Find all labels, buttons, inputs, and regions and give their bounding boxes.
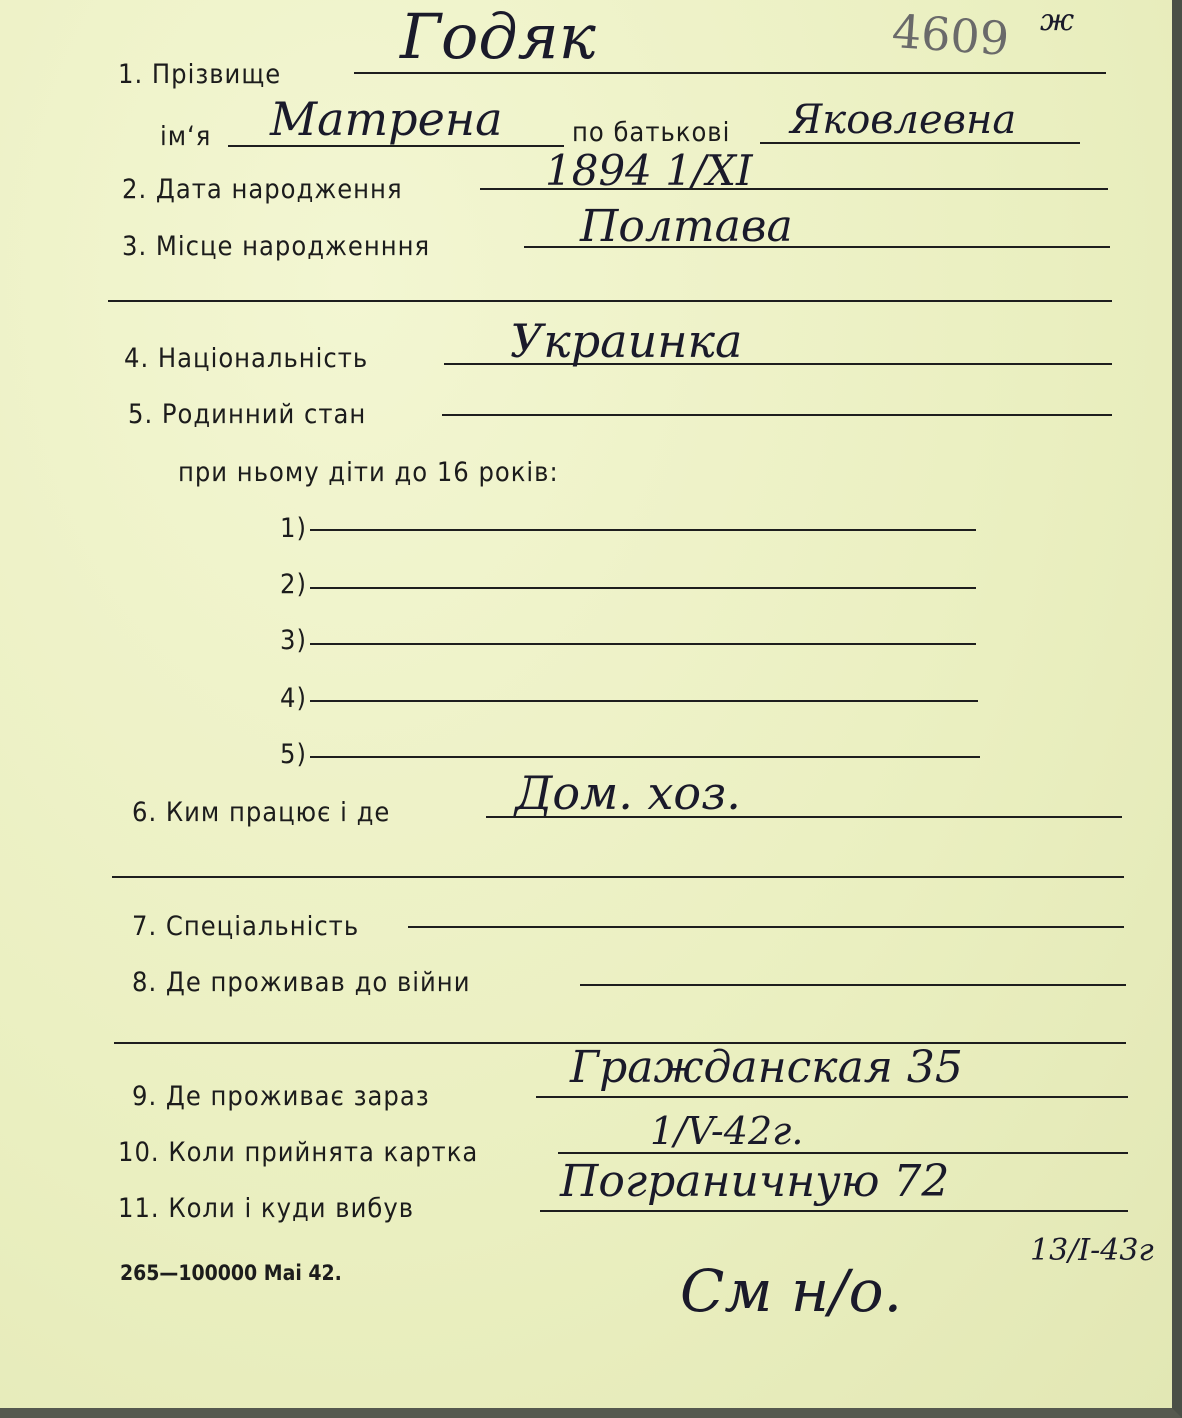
departed-value: Пограничную 72 xyxy=(560,1156,950,1207)
children-label: при ньому діти до 16 років: xyxy=(178,457,559,488)
child-4-line xyxy=(310,700,978,702)
card-accepted-value: 1/V-42г. xyxy=(650,1109,804,1153)
child-3-line xyxy=(310,643,976,645)
surname-label: 1. Прізвище xyxy=(118,59,282,90)
child-5-line xyxy=(310,756,980,758)
child-4-label: 4) xyxy=(280,683,307,714)
departed-line xyxy=(540,1210,1128,1212)
departed-date: 13/I-43г xyxy=(1030,1233,1154,1268)
occupation-value: Дом. хоз. xyxy=(515,766,741,820)
occupation-line-2 xyxy=(112,876,1124,878)
birth-date-label: 2. Дата народження xyxy=(122,174,403,205)
child-1-line xyxy=(310,529,976,531)
birth-date-value: 1894 1/XI xyxy=(545,146,753,195)
occupation-label: 6. Ким працює і де xyxy=(132,797,391,828)
child-2-line xyxy=(310,587,976,589)
patronymic-label: по батькові xyxy=(572,117,731,148)
archive-number-suffix: ж xyxy=(1040,3,1075,38)
specialty-label: 7. Спеціальність xyxy=(132,911,360,942)
card-accepted-label: 10. Коли прийнята картка xyxy=(118,1137,479,1168)
print-mark: 265—100000 Mai 42. xyxy=(120,1261,342,1285)
birth-place-label: 3. Місце народженння xyxy=(122,231,431,262)
birth-place-value: Полтава xyxy=(580,201,793,252)
nationality-value: Украинка xyxy=(510,314,743,368)
prewar-residence-line xyxy=(580,984,1126,986)
note: См н/о. xyxy=(680,1257,903,1325)
name-value: Матрена xyxy=(270,92,503,146)
surname-value: Годяк xyxy=(400,0,596,73)
patronymic-value: Яковлевна xyxy=(790,97,1017,143)
departed-label: 11. Коли і куди вибув xyxy=(118,1193,415,1224)
family-status-label: 5. Родинний стан xyxy=(128,399,367,430)
child-1-label: 1) xyxy=(280,513,307,544)
family-status-line xyxy=(442,414,1112,416)
prewar-residence-label: 8. Де проживав до війни xyxy=(132,967,471,998)
nationality-label: 4. Національність xyxy=(124,343,369,374)
archive-number: 4609 xyxy=(890,3,1011,67)
current-residence-label: 9. Де проживає зараз xyxy=(132,1081,430,1112)
name-label: ім‘я xyxy=(160,121,212,152)
birth-place-line-2 xyxy=(108,300,1112,302)
card-accepted-line xyxy=(558,1152,1128,1154)
child-2-label: 2) xyxy=(280,569,307,600)
current-residence-value: Гражданская 35 xyxy=(570,1042,963,1093)
child-3-label: 3) xyxy=(280,625,307,656)
specialty-line xyxy=(408,926,1124,928)
child-5-label: 5) xyxy=(280,739,307,770)
current-residence-line xyxy=(536,1096,1128,1098)
